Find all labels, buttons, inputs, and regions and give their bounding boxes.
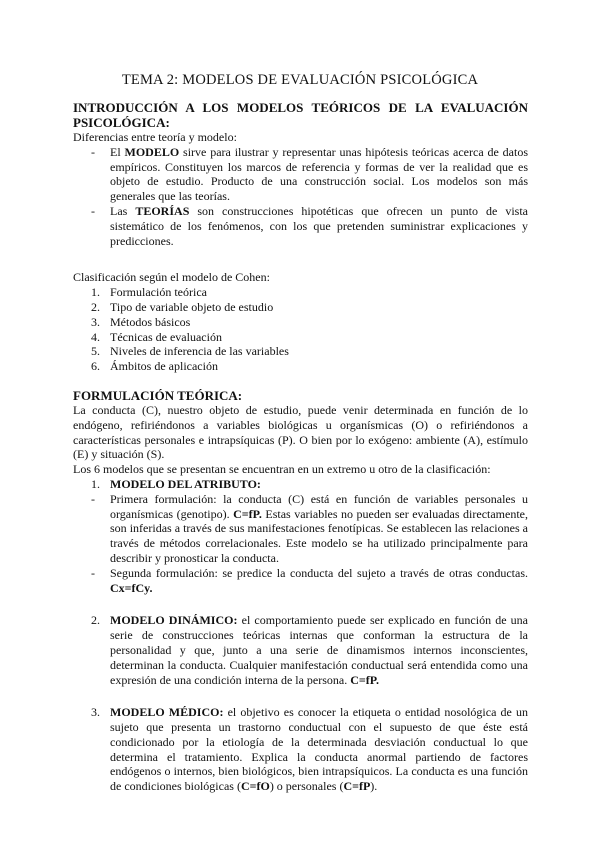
term-teorias: TEORÍAS bbox=[135, 203, 190, 218]
formula: C=fP. bbox=[350, 672, 379, 687]
modelo-dinamico: 2. MODELO DINÁMICO: el comportamiento puede ser explicado en función de una serie de construcciones teóricas internas que conforman la estructura de la personalidad y que, junto a una serie de dinamismos internos inconscientes, determinan la conducta. Cualquier manifestación conductual será entendida como una expresión de una condición interna de la persona. C=fP. bbox=[91, 613, 529, 687]
list-item: - Primera formulación: la conducta (C) está en función de variables personales u organísmicas (genotipo). C=fP. Estas variables no pueden ser evaluadas directamente, son inferidas a través de sus manifestaciones fenotípicas. Se establecen las relaciones a través de métodos correlacionales. Este modelo se ha utilizado principalmente para describir y pronosticar la conducta. bbox=[73, 492, 528, 566]
term-modelo: MODELO bbox=[124, 144, 180, 159]
list-item: 6. Ámbitos de aplicación bbox=[91, 359, 218, 374]
cohen-list bbox=[73, 285, 528, 374]
list-item: 1. Formulación teórica bbox=[91, 285, 207, 300]
formula: Cx=fCy. bbox=[110, 580, 153, 595]
modelo-medico: 3. MODELO MÉDICO: el objetivo es conocer la etiqueta o entidad nosológica de un sujeto que presenta un trastorno conductual con el supuesto de que éste está condicionado por la etiología de la determinada desviación conductual lo que determina el tratamiento. Explica la conducta anormal partiendo de factores endógenos o internos, bien biológicos, bien intrapsíquicos. La conducta es una función de condiciones biológicas (C=fO) o personales (C=fP). bbox=[91, 705, 528, 794]
modelo-atributo-heading: 1. MODELO DEL ATRIBUTO: bbox=[91, 476, 261, 491]
list-item: - Segunda formulación: se predice la conducta del sujeto a través de otras conductas. Cx=fCy. bbox=[73, 566, 528, 596]
modelo-atributo-list bbox=[73, 492, 528, 596]
intro-heading: INTRODUCCIÓN A LOS MODELOS TEÓRICOS DE LA EVALUACIÓN PSICOLÓGICA: bbox=[73, 100, 528, 130]
page-title: TEMA 2: MODELOS DE EVALUACIÓN PSICOLÓGICA bbox=[121, 72, 479, 88]
cohen-lead: Clasificación según el modelo de Cohen: bbox=[73, 270, 270, 285]
formula: C=fP. bbox=[233, 506, 262, 521]
formulacion-para-2: Los 6 modelos que se presentan se encuentran en un extremo u otro de la clasificación: bbox=[73, 462, 491, 477]
formulacion-para-1: La conducta (C), nuestro objeto de estudio, puede venir determinada en función de lo endógeno, refiriéndonos a variables biológicas u organísmicas (O) o refiriéndonos a características personales e intrapsíquicas (P). O bien por lo exógeno: ambiente (A), estímulo (E) y situación (S). bbox=[73, 402, 528, 462]
intro-item-teorias: - Las TEORÍAS son construcciones hipotéticas que ofrecen un punto de vista sistemático de los fenómenos, con los que pretenden suministrar explicaciones y predicciones. bbox=[73, 204, 528, 248]
list-item: 2. Tipo de variable objeto de estudio bbox=[91, 299, 274, 314]
list-item: 5. Niveles de inferencia de las variables bbox=[91, 344, 289, 359]
intro-lead: Diferencias entre teoría y modelo: bbox=[73, 130, 237, 144]
list-item: 4. Técnicas de evaluación bbox=[91, 329, 222, 344]
intro-list bbox=[73, 145, 528, 249]
formulacion-heading: FORMULACIÓN TEÓRICA: bbox=[73, 387, 243, 403]
list-item: 3. Métodos básicos bbox=[91, 314, 191, 329]
formula: C=fO bbox=[240, 779, 270, 794]
document-body bbox=[73, 100, 528, 794]
formula: C=fP bbox=[343, 779, 371, 794]
intro-item-modelo: - El MODELO sirve para ilustrar y representar unas hipótesis teóricas acerca de datos empíricos. Constituyen los marcos de referencia y formas de ver la realidad que es objeto de estudio. Producto de una construcción social. Los modelos son más generales que las teorías. bbox=[73, 145, 528, 204]
